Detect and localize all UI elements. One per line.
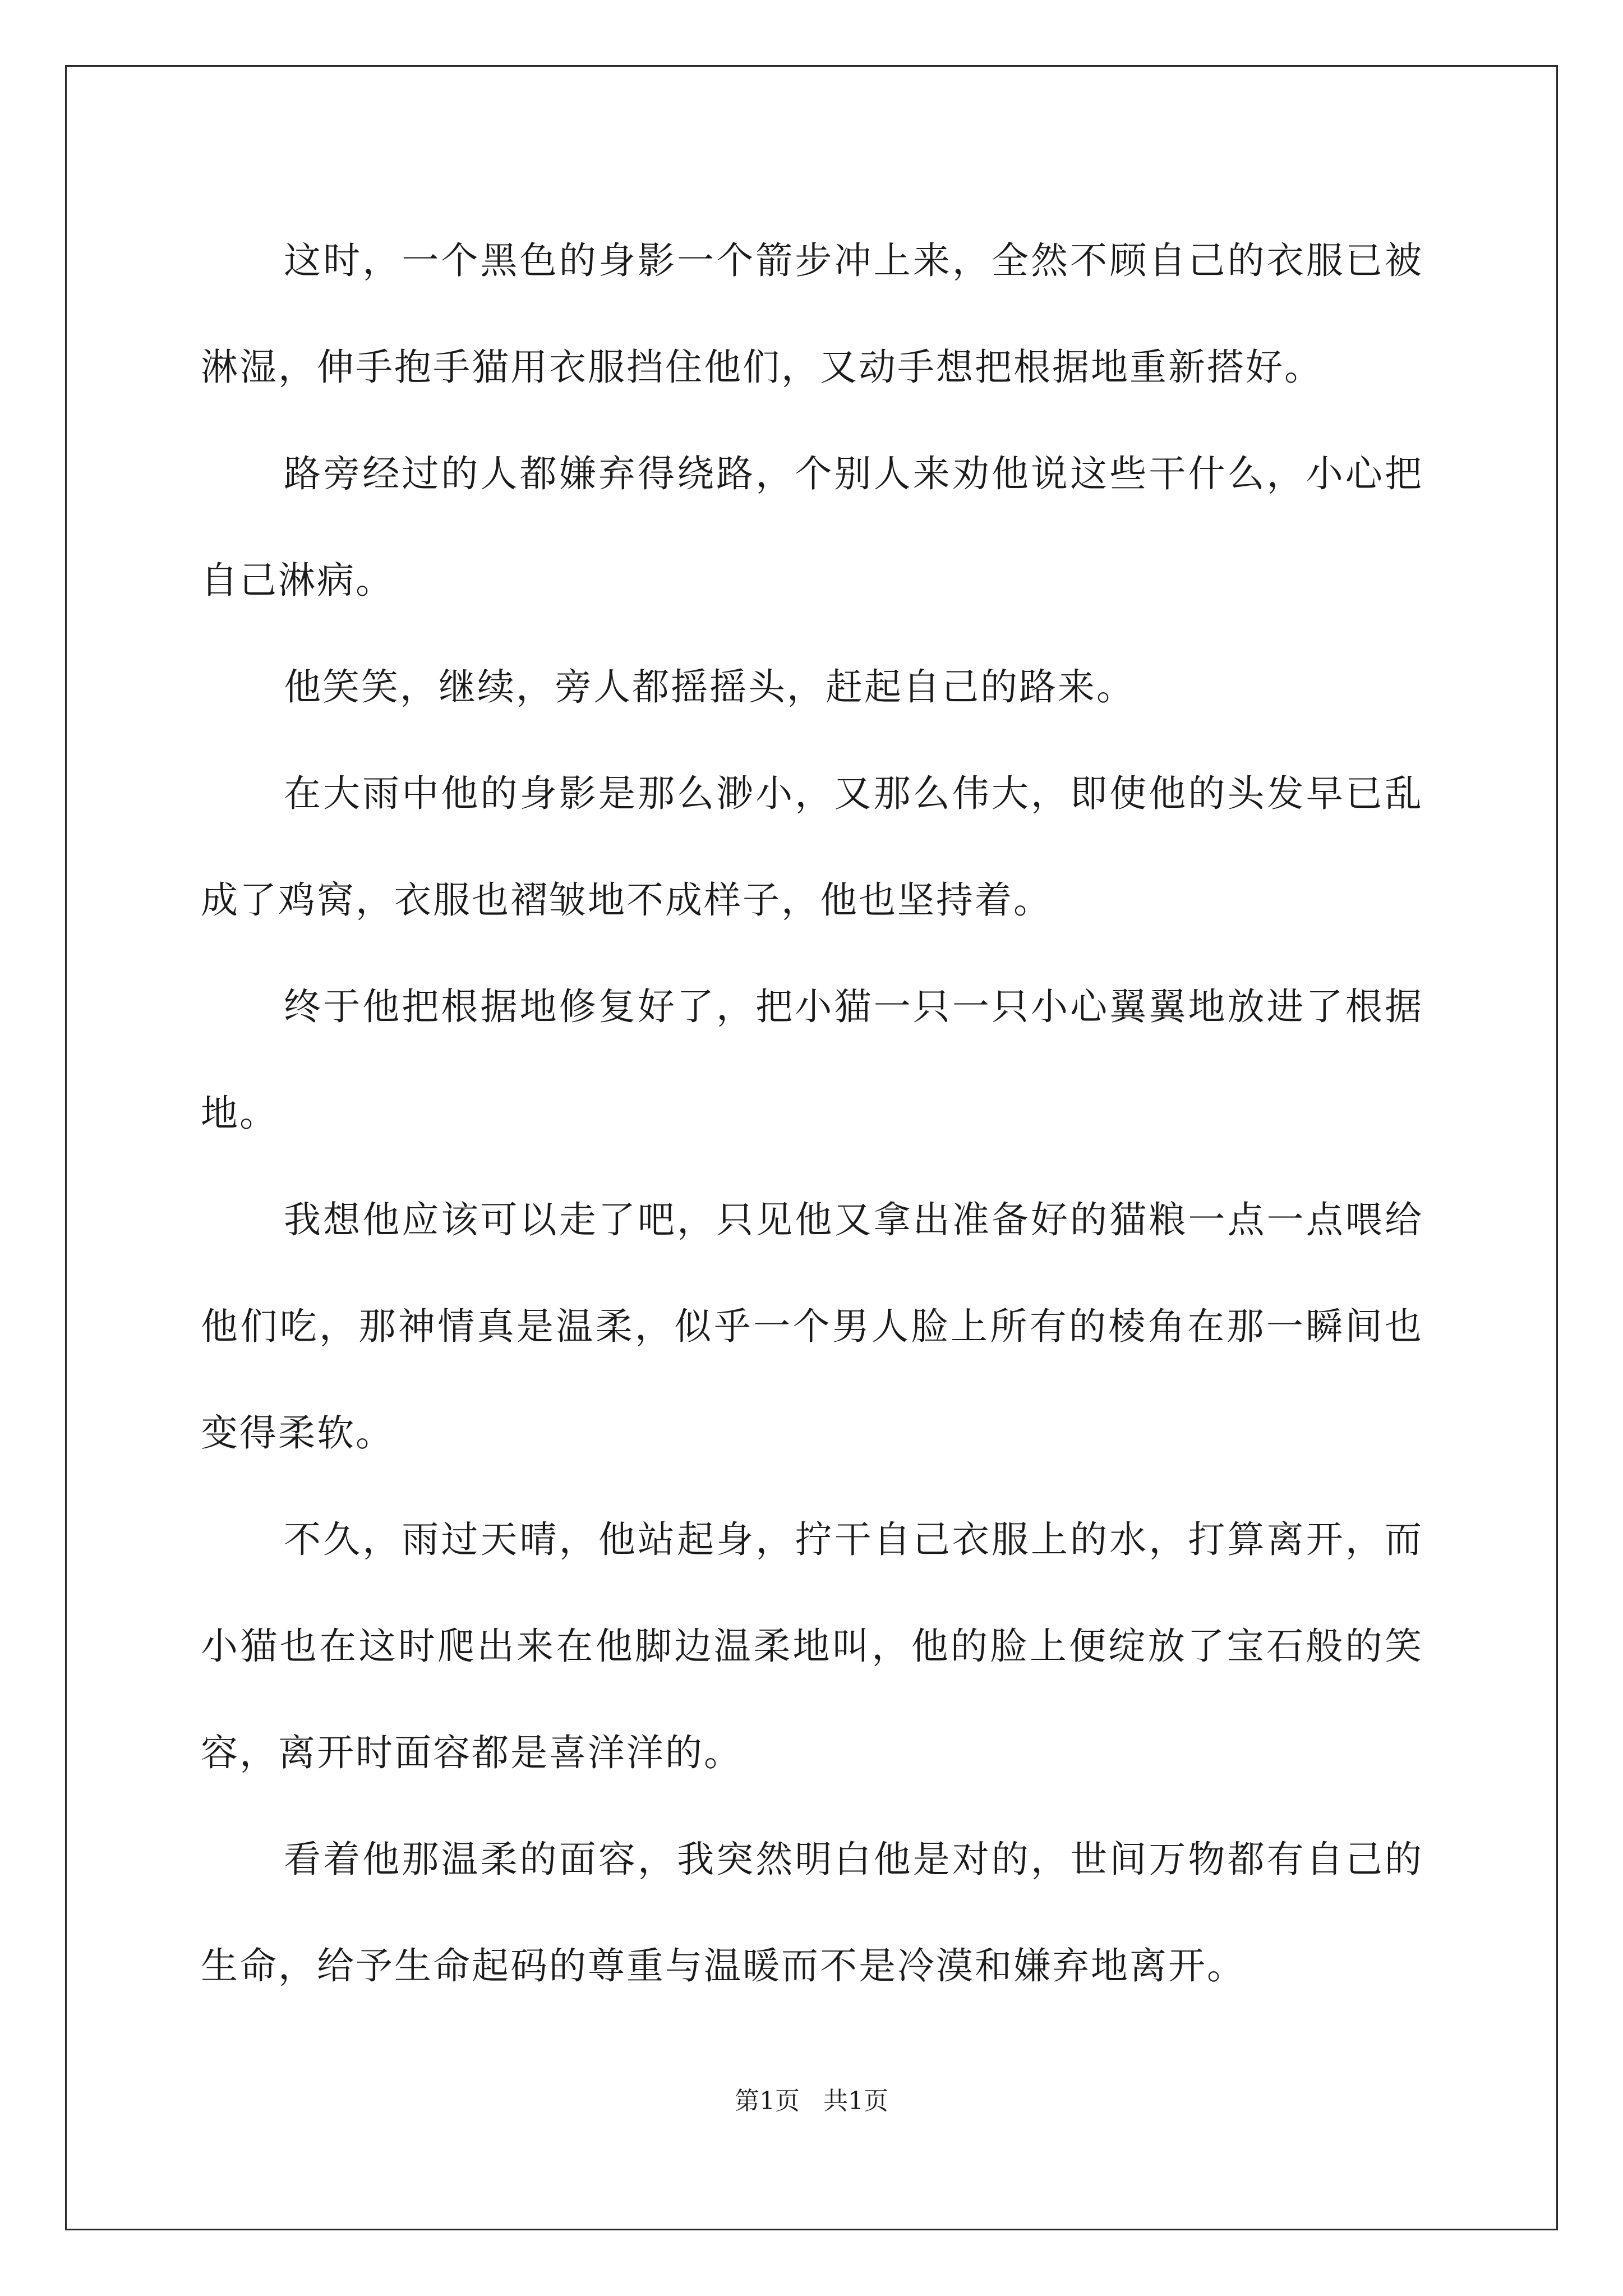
- document-body: [201, 208, 1423, 2019]
- paragraph: 他笑笑，继续，旁人都摇摇头，赶起自己的路来。: [284, 665, 1135, 708]
- paragraph: 路旁经过的人都嫌弃得绕路，个别人来劝他说这些干什么，小心把自己淋病。: [201, 452, 1423, 602]
- paragraph: 看着他那温柔的面容，我突然明白他是对的，世间万物都有自己的生命，给予生命起码的尊重与温暖而不是冷漠和嫌弃地离开。: [201, 1838, 1423, 1987]
- paragraph: 在大雨中他的身影是那么渺小，又那么伟大，即使他的头发早已乱成了鸡窝，衣服也褶皱地不成样子，他也坚持着。: [201, 772, 1423, 922]
- paragraph: 我想他应该可以走了吧，只见他又拿出准备好的猫粮一点一点喂给他们吃，那神情真是温柔，似乎一个男人脸上所有的棱角在那一瞬间也变得柔软。: [201, 1198, 1423, 1455]
- paragraph: 不久，雨过天晴，他站起身，拧干自己衣服上的水，打算离开，而小猫也在这时爬出来在他脚边温柔地叫，他的脸上便绽放了宝石般的笑容，离开时面容都是喜洋洋的。: [201, 1518, 1423, 1774]
- paragraph: 这时，一个黑色的身影一个箭步冲上来，全然不顾自己的衣服已被淋湿，伸手抱手猫用衣服挡住他们，又动手想把根据地重新搭好。: [201, 239, 1423, 389]
- paragraph: 终于他把根据地修复好了，把小猫一只一只小心翼翼地放进了根据地。: [201, 985, 1423, 1135]
- page-footer: 第1页 共1页: [735, 2087, 888, 2115]
